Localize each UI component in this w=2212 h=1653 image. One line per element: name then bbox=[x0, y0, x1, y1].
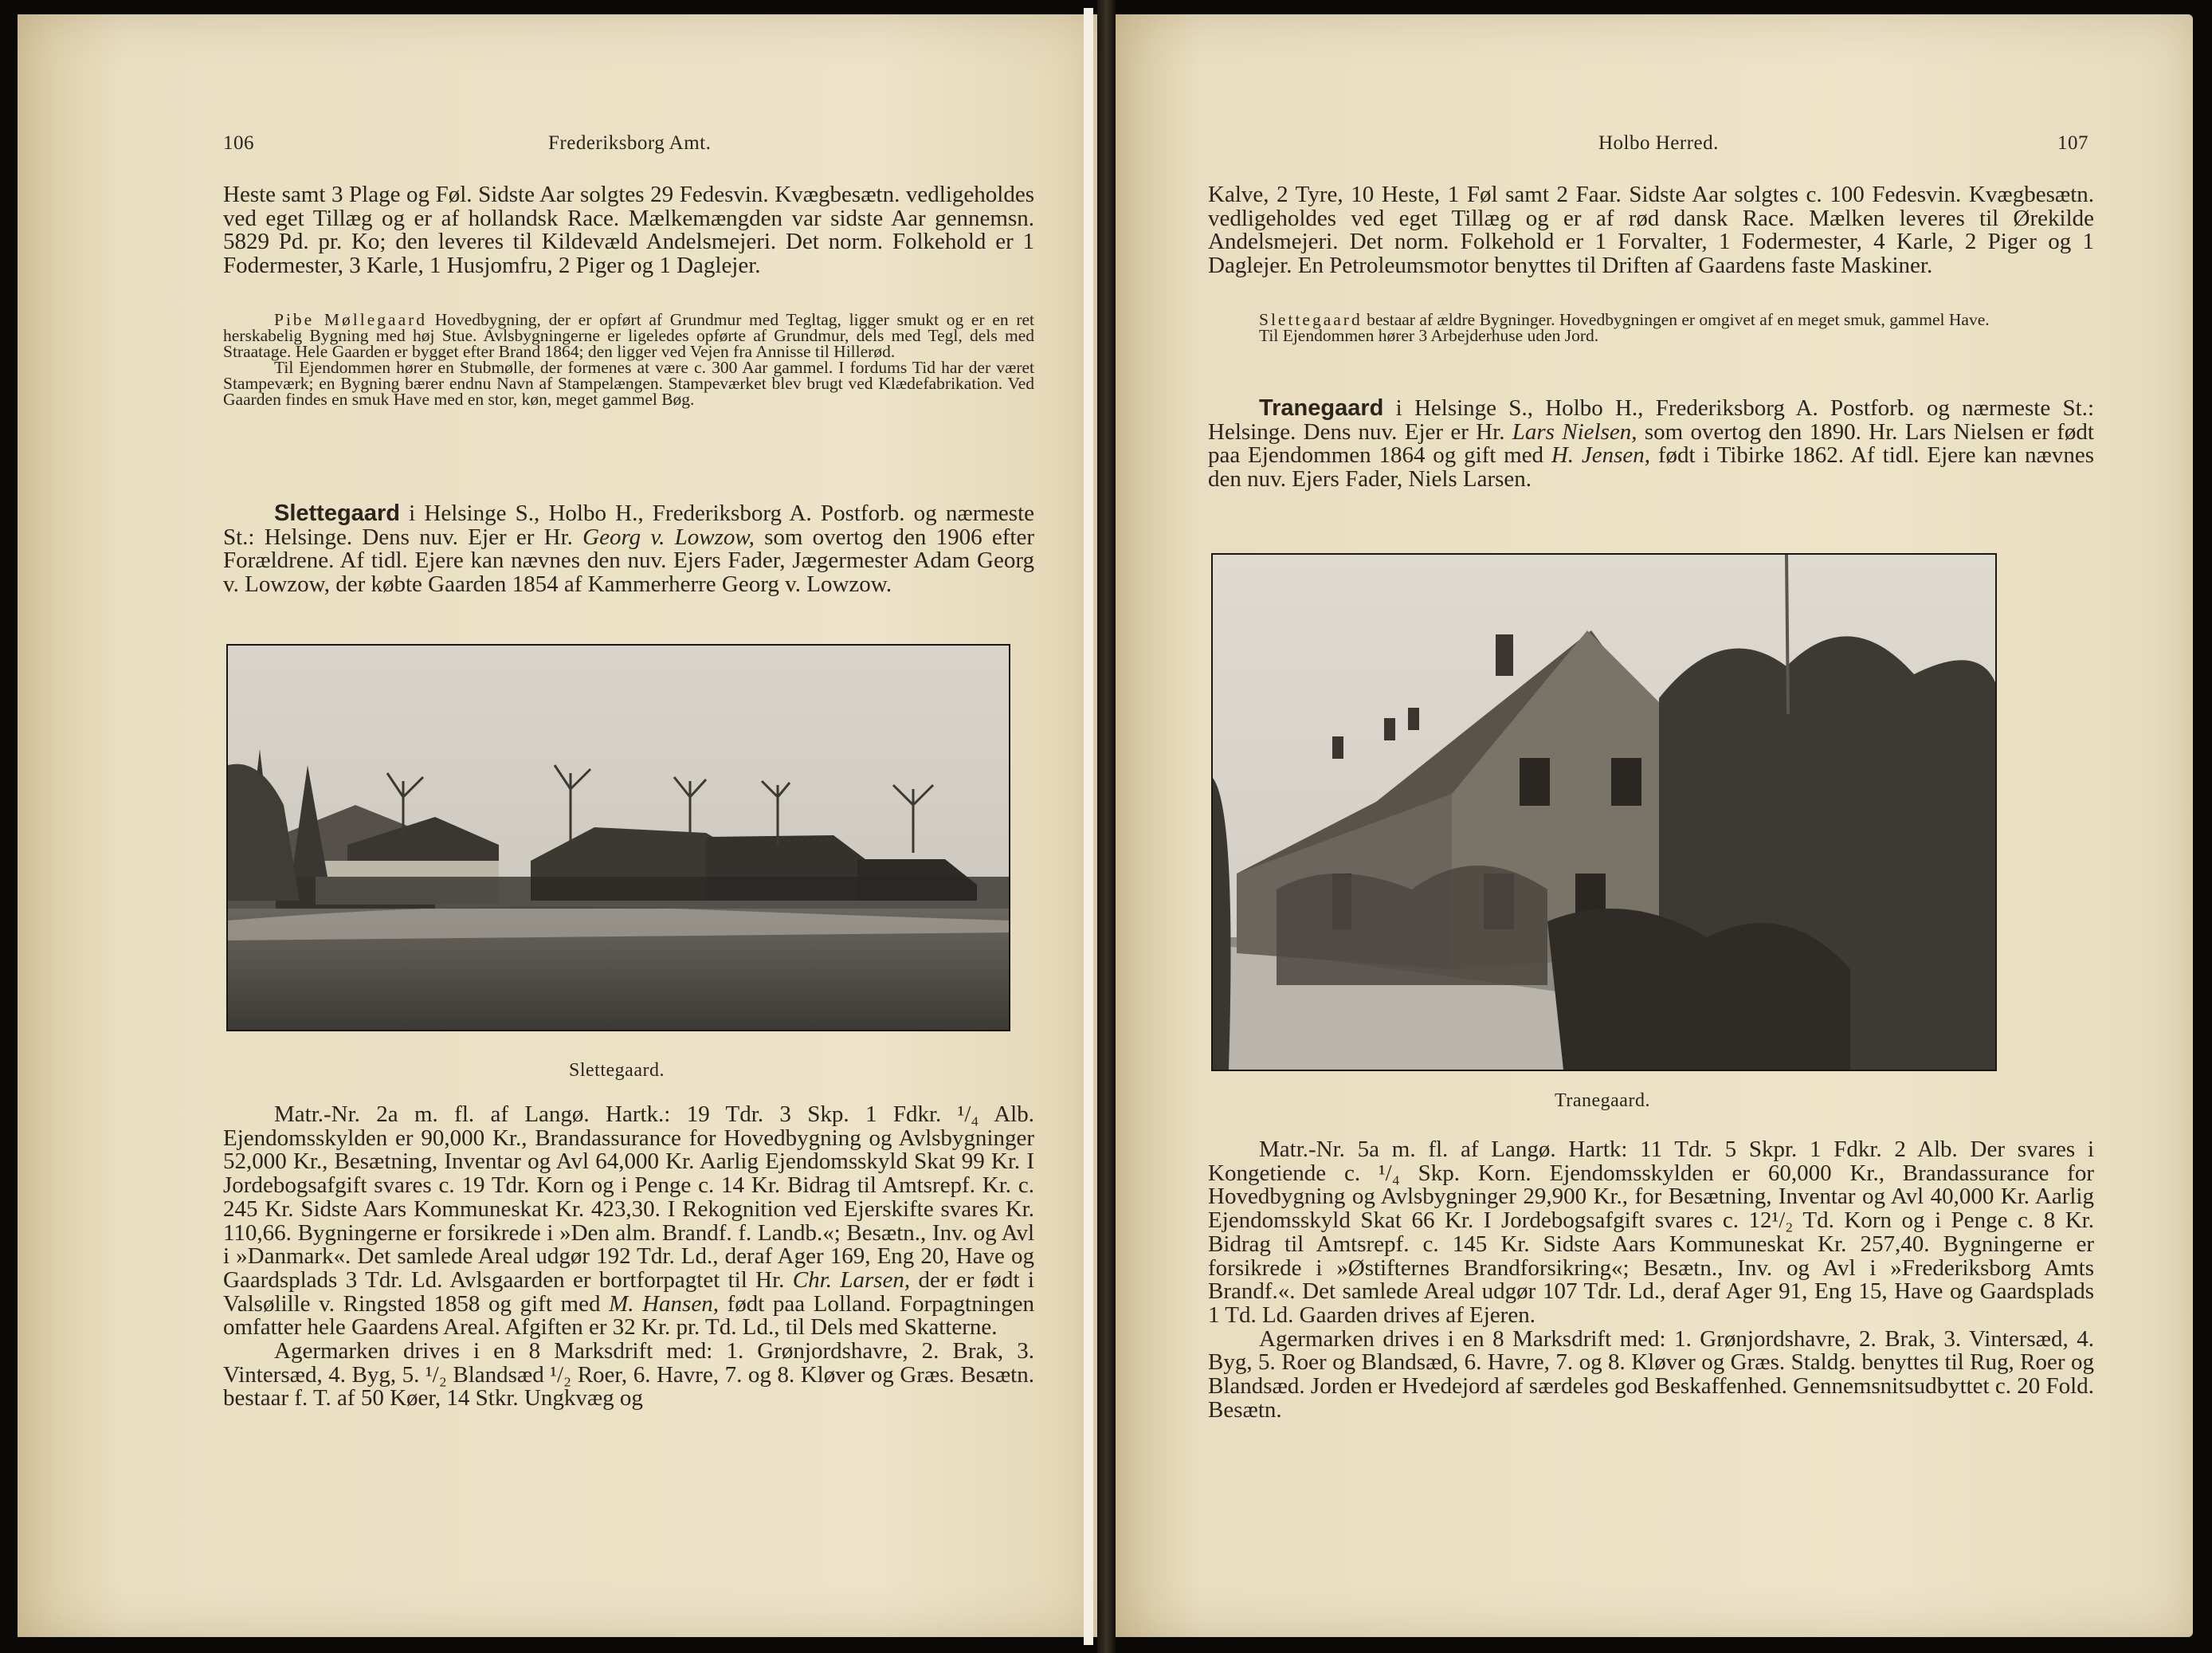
right-small-print: Slettegaard bestaar af ældre Bygninger. Hovedbygningen er omgivet af en meget smuk, gammel Have. Til Ejendommen hører 3 Arbejderhuse uden Jord. bbox=[1259, 310, 1990, 345]
slettegaard-entry: Slettegaard i Helsinge S., Holbo H., Frederiksborg A. Postforb. og nærmeste St.: Helsinge. Dens nuv. Ejer er Hr. Georg v. Lowzow, som overtog den 1906 efter Forældrene. Af tidl. Ejere kan nævnes den nuv. Ejers Fader, Jægermester Adam Georg v. Lowzow, der købte Gaarden 1854 af Kammerherre Georg v. Lowzow. bbox=[223, 501, 1034, 598]
photo-tranegaard bbox=[1211, 553, 1997, 1071]
left-small-print: Pibe Møllegaard Hovedbygning, der er opført af Grundmur med Tegltag, ligger smukt og er en ret herskabelig Bygning med høj Stue. Avlsbygningerne er ligeledes opførte af Grundmur, dels med Tegl, dels med Straatage. Hele Gaarden er bygget efter Brand 1864; den ligger ved Vejen fra Annisse til Hillerød. Til Ejendommen hører en Stubmølle, der formenes at være c. 300 Aar gammel. I fordums Tid har der været Stampeværk; en Bygning bærer endnu Navn af Stampelængen. Stampeværket blev brugt ved Klædefabrikation. Ved Gaarden findes en smuk Have med en stor, køn, meget gammel Bøg. bbox=[223, 310, 1035, 409]
page-number-left: 106 bbox=[223, 132, 254, 154]
page-edge bbox=[1084, 8, 1093, 1645]
book-spine bbox=[1097, 0, 1116, 1653]
farm-photo-illustration bbox=[228, 646, 1009, 1030]
running-title-left: Frederiksborg Amt. bbox=[548, 132, 712, 154]
tranegaard-matr: Matr.-Nr. 5a m. fl. af Langø. Hartk: 11 Tdr. 5 Skpr. 1 Fdkr. 2 Alb. Der svares i Kongetiende c. ¹/₄ Skp. Korn. Ejendomsskylden er 60,000 Kr., Brandassurance for Hovedbygning og Avlsbygninger 29,900 Kr., for Besætning, Inventar og Avl 40,000 Kr. Aarlig Ejendomsskyld Skat 66 Kr. I Jordebogsafgift svares c. 12¹/₂ Td. Korn og i Penge c. 8 Kr. Bidrag til Amtsrepf. c. 145 Kr. Sidste Aars Kommuneskat Kr. 257,40. Bygningerne er forsikrede i »Østifternes Brandforsikring«; Besætn., Inv. og Avl i »Frederiksborg Amts Brandf.«. Det samlede Areal udgør 107 Tdr. Ld., deraf Ager 91, Eng 15, Have og Gaardsplads 1 Td. Ld. Gaarden drives af Ejeren. Agermarken drives i en 8 Marksdrift med: 1. Grønjordshavre, 2. Brak, 3. Vintersæd, 4. Byg, 5. Roer og Blandsæd, 6. Havre, 7. og 8. Kløver og Græs. Staldg. benyttes til Rug, Roer og Blandsæd. Jorden er Hvedejord af særdeles god Beskaffenhed. Gennemsnitsudbyttet c. 20 Fold. Besætn. bbox=[1208, 1137, 2094, 1423]
small-heading-right: Slettegaard bbox=[1259, 310, 1363, 329]
tranegaard-entry: Tranegaard i Helsinge S., Holbo H., Frederiksborg A. Postforb. og nærmeste St.: Helsinge. Dens nuv. Ejer er Hr. Lars Nielsen, som overtog den 1890. Hr. Lars Nielsen er født paa Ejendommen 1864 og gift med H. Jensen, født i Tibirke 1862. Af tidl. Ejere kan nævnes den nuv. Ejers Fader, Niels Larsen. bbox=[1208, 395, 2094, 493]
entry-name-tranegaard: Tranegaard bbox=[1259, 395, 1384, 421]
page-number-right: 107 bbox=[2057, 132, 2088, 154]
running-title-right: Holbo Herred. bbox=[1598, 132, 1719, 154]
slettegaard-matr: Matr.-Nr. 2a m. fl. af Langø. Hartk.: 19 Tdr. 3 Skp. 1 Fdkr. ¹/₄ Alb. Ejendomsskylden er 90,000 Kr., Brandassurance for Hovedbygning og Avlsbygninger 52,000 Kr., Besætning, Inventar og Avl 64,000 Kr. Aarlig Ejendomsskyld Skat 99 Kr. I Jordebogsafgift svares c. 19 Tdr. Korn og i Penge c. 14 Kr. Bidrag til Amtsrepf. Kr. c. 245 Kr. Sidste Aars Kommuneskat Kr. 423,30. I Rekognition ved Ejerskifte svares Kr. 110,66. Bygningerne er forsikrede i »Den alm. Brandf. f. Landb.«; Besætn., Inv. og Avl i »Danmark«. Det samlede Areal udgør 192 Tdr. Ld., deraf Ager 169, Eng 20, Have og Gaardsplads 3 Tdr. Ld. Avlsgaarden er bortforpagtet til Hr. Chr. Larsen, der er født i Valsølille v. Ringsted 1858 og gift med M. Hansen, født paa Lolland. Forpagtningen omfatter hele Gaardens Areal. Afgiften er 32 Kr. pr. Td. Ld., til Dels med Skatterne. Agermarken drives i en 8 Marksdrift med: 1. Grønjordshavre, 2. Brak, 3. Vintersæd, 4. Byg, 5. ¹/₂ Blandsæd ¹/₂ Roer, 6. Havre, 7. og 8. Kløver og Græs. Besætn. bestaar f. T. af 50 Køer, 14 Stkr. Ungkvæg og bbox=[223, 1101, 1034, 1412]
photo-slettegaard bbox=[226, 644, 1010, 1031]
right-page bbox=[1116, 14, 2193, 1637]
caption-tranegaard: Tranegaard. bbox=[1555, 1090, 1650, 1111]
house-photo-illustration bbox=[1213, 555, 1995, 1070]
caption-slettegaard: Slettegaard. bbox=[569, 1060, 665, 1081]
right-top-paragraph: Kalve, 2 Tyre, 10 Heste, 1 Føl samt 2 Faar. Sidste Aar solgtes c. 100 Fedesvin. Kvægbesætn. vedligeholdes ved eget Tillæg og er af rød dansk Race. Mælken leveres til Ørekilde Andelsmejeri. Det norm. Folkehold er 1 Forvalter, 1 Fodermester, 4 Karle, 2 Piger og 1 Daglejer. En Petroleumsmotor benyttes til Driften af Gaardens faste Maskiner. bbox=[1208, 182, 2094, 279]
small-heading-left: Pibe Møllegaard bbox=[274, 310, 428, 329]
entry-name-slettegaard: Slettegaard bbox=[274, 501, 400, 526]
left-top-paragraph: Heste samt 3 Plage og Føl. Sidste Aar solgtes 29 Fedesvin. Kvægbesætn. vedligeholdes ved eget Tillæg og er af hollandsk Race. Mælkemængden var sidste Aar gennemsn. 5829 Pd. pr. Ko; den leveres til Kildevæld Andelsmejeri. Det norm. Folkehold er 1 Fodermester, 3 Karle, 1 Husjomfru, 2 Piger og 1 Daglejer. bbox=[223, 182, 1034, 279]
left-page bbox=[18, 14, 1097, 1637]
